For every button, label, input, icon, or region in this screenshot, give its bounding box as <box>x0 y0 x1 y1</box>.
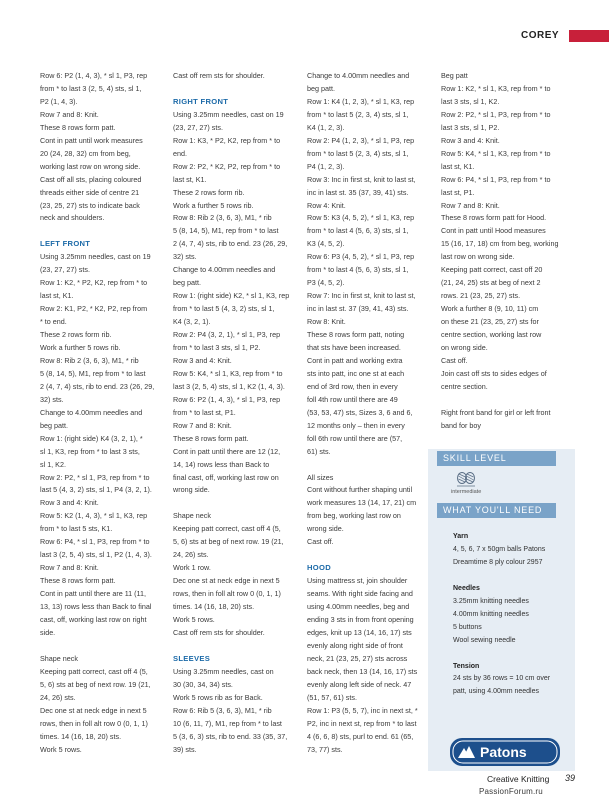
text-line: Using 3.25mm needles, cast on 19 <box>40 252 151 262</box>
text-line: working last row on wrong side. <box>40 161 141 171</box>
text-column-3 <box>307 70 435 756</box>
text-line: P3 (4, 5, 2). <box>307 278 345 288</box>
text-line: Row 2: P2, * sl 1, P3, rep from * to <box>40 472 150 482</box>
text-line: 15 (16, 17, 18) cm from beg, working <box>441 239 559 249</box>
text-line: using 4.00mm needles, beg and <box>307 602 410 612</box>
text-line: beg patt. <box>40 420 68 430</box>
pattern-name-header: COREY <box>521 30 560 41</box>
section-heading: RIGHT FRONT <box>173 96 229 106</box>
text-line: Work 5 rows. <box>40 744 82 754</box>
header-accent-bar <box>569 30 609 42</box>
text-line: back neck, then 13 (14, 16, 17) sts <box>307 666 418 676</box>
text-line: Row 1: K3, * P2, K2, rep from * to <box>173 135 281 145</box>
text-line: P2 (1, 4, 3). <box>40 96 78 106</box>
text-line: rows, then in foll alt row 0 (0, 1, 1) <box>40 718 148 728</box>
text-line: times. 14 (16, 18, 20) sts. <box>40 731 122 741</box>
text-column-4 <box>441 70 573 433</box>
text-line: (23, 27, 27) sts. <box>40 265 90 275</box>
text-line: from * to last st, P1. <box>173 407 236 417</box>
text-line: Change to 4.00mm needles and <box>40 407 143 417</box>
text-line: Dec one st at neck edge in next 5 <box>40 705 147 715</box>
text-line: beg patt. <box>173 278 201 288</box>
text-line: from * to last 3 sts, sl 1, P2. <box>173 343 261 352</box>
text-line: Join cast off sts to sides edges of <box>441 368 547 378</box>
patons-logo <box>450 738 560 766</box>
text-line: end. <box>173 148 187 158</box>
text-line: Row 3 and 4: Knit. <box>173 355 232 365</box>
text-line: 24, 26) sts. <box>40 692 76 702</box>
text-line: Row 8: Rib 2 (3, 6, 3), M1, * rib <box>40 355 139 365</box>
watermark: PassionForum.ru <box>479 787 543 796</box>
text-line: Row 6: P3 (4, 5, 2), * sl 1, P3, rep <box>307 252 415 262</box>
text-column-1 <box>40 70 165 756</box>
text-line: rows, then in foll alt row 0 (0, 1, 1) <box>173 589 281 599</box>
text-line: 73, 77) sts. <box>307 744 343 754</box>
text-line: Row 7 and 8: Knit. <box>441 200 500 210</box>
section-heading: Tension <box>453 662 480 670</box>
text-line: These 8 rows form patt. <box>173 433 249 443</box>
text-line: from * to last 4 (5, 6, 3) sts, sl 1, <box>307 226 409 236</box>
text-line: Cont in patt until Hood measures <box>441 226 546 236</box>
text-line: Dec one st at neck edge in next 5 <box>173 576 280 586</box>
text-line: (53, 53, 47) sts, Sizes 3, 6 and 6, <box>307 407 413 417</box>
text-line: inc in last st. 35 (37, 39, 41) sts. <box>307 187 409 197</box>
text-line: Row 1: K2, * P2, K2, rep from * to <box>40 278 148 288</box>
paragraph-gap <box>173 497 301 510</box>
text-line: foll 4th row until there are 49 <box>307 394 398 404</box>
text-line: from * to last 3 (2, 5, 4) sts, sl 1, <box>40 83 142 93</box>
text-line: Shape neck <box>173 511 211 521</box>
text-line: These 8 rows form patt for Hood. <box>441 213 547 223</box>
text-line: work measures 13 (14, 17, 21) cm <box>307 498 417 508</box>
text-line: 13, 13) rows less than Back to final <box>40 602 152 612</box>
text-line: ending 3 sts in from front opening <box>307 615 414 624</box>
text-line: times. 14 (16, 18, 20) sts. <box>173 602 255 612</box>
text-line: inc in last st. 37 (39, 41, 43) sts. <box>307 304 409 314</box>
text-line: (23, 27, 27) sts. <box>173 122 223 132</box>
text-line: on wrong side. <box>441 343 488 353</box>
page-number: 39 <box>565 773 576 783</box>
text-line: from * to last 4 (5, 6, 3) sts, sl 1, <box>307 265 409 275</box>
text-line: neck and shoulders. <box>40 213 105 223</box>
text-line: Row 7 and 8: Knit. <box>173 420 232 430</box>
text-line: Row 4: Knit. <box>307 200 346 210</box>
text-line: cast, off, working last row on right <box>40 615 147 625</box>
paragraph-gap <box>173 640 301 653</box>
text-line: Work 5 rows rib as for Back. <box>173 692 263 702</box>
text-line: sts into patt, inc one st at each <box>307 368 405 378</box>
paragraph-gap <box>453 648 550 661</box>
text-column-2 <box>173 70 301 756</box>
text-line: * to end. <box>40 317 67 327</box>
text-line: Row 7: Inc in first st, knit to last st, <box>307 291 416 301</box>
skill-level-value: intermediate <box>451 489 482 495</box>
text-line: Row 1: P3 (5, 5, 7), inc in next st, * <box>307 705 418 715</box>
text-line: 5 (3, 6, 3) sts, rib to end. 33 (35, 37, <box>173 731 288 741</box>
text-line: 4 (6, 6, 8) sts, purl to end. 61 (65, <box>307 731 414 741</box>
text-line: K4 (3, 2, 1). <box>173 317 211 327</box>
text-line: last 3 sts, sl 1, K2. <box>441 96 500 106</box>
text-line: Cast off all sts, placing coloured <box>40 174 142 184</box>
text-line: Row 1: (right side) K4 (3, 2, 1), * <box>40 433 143 443</box>
section-heading: Needles <box>453 584 480 592</box>
text-line: Row 3 and 4: Knit. <box>441 135 500 145</box>
text-line: 2 (4, 7, 4) sts, rib to end. 23 (26, 29, <box>173 239 288 249</box>
text-line: side. <box>40 627 56 637</box>
text-line: Change to 4.00mm needles and <box>307 71 410 80</box>
text-line: Row 6: Rib 5 (3, 6, 3), M1, * rib <box>173 705 272 715</box>
text-line: 5, 6) sts at beg of next row. 19 (21, <box>173 537 284 547</box>
text-line: from * to last 5 sts, K1. <box>40 524 113 534</box>
paragraph-gap <box>40 225 165 238</box>
text-line: (51, 57, 61) sts. <box>307 692 357 702</box>
text-line: evenly along right side of front <box>307 640 403 650</box>
text-line: wrong side. <box>307 524 344 534</box>
text-line: These 2 rows form rib. <box>173 187 245 197</box>
text-line: edges, knit up 13 (14, 16, 17) sts <box>307 627 412 637</box>
text-line: beg patt. <box>307 83 335 93</box>
paragraph-gap <box>307 549 435 562</box>
skill-level-heading: SKILL LEVEL <box>437 451 556 466</box>
text-line: 39) sts. <box>173 744 197 754</box>
text-line: Row 5: K3 (4, 5, 2), * sl 1, K3, rep <box>307 213 415 223</box>
text-line: Keeping patt correct, cast off 20 <box>441 265 543 275</box>
text-line: 5, 6) sts at beg of next row. 19 (21, <box>40 679 151 689</box>
text-line: 10 (6, 11, 7), M1, rep from * to last <box>173 718 282 728</box>
text-line: Cont in patt until there are 11 (11, <box>40 589 147 599</box>
text-line: sl 1, K2. <box>40 459 66 469</box>
what-you-need-heading: WHAT YOU'LL NEED <box>437 503 556 518</box>
text-line: Row 5: K4, * sl 1, K3, rep from * to <box>441 148 551 158</box>
text-line: (23, 25, 27) sts to indicate back <box>40 200 140 210</box>
text-line: 4, 5, 6, 7 x 50gm balls Patons <box>453 545 546 553</box>
patons-logo-text: Patons <box>480 744 527 760</box>
text-line: 12 months only – then in every <box>307 420 405 430</box>
text-line: Using mattress st, join shoulder <box>307 576 408 586</box>
text-line: Row 6: P2 (1, 4, 3), * sl 1, P3, rep <box>40 71 148 80</box>
materials-list <box>453 531 550 699</box>
text-line: Row 8: Knit. <box>307 317 346 327</box>
paragraph-gap <box>307 459 435 472</box>
text-line: Wool sewing needle <box>453 636 516 644</box>
text-line: P4 (1, 2, 3). <box>307 161 345 171</box>
text-line: that sts have been increased. <box>307 343 401 353</box>
text-line: Row 2: P4 (1, 2, 3), * sl 1, P3, rep <box>307 135 415 145</box>
text-line: Row 2: K1, P2, * K2, P2, rep from <box>40 304 148 314</box>
text-line: Cont in patt and working extra <box>307 355 403 365</box>
text-line: from beg, working last row on <box>307 511 401 521</box>
text-line: centre section, working last row <box>441 330 542 340</box>
text-line: last 3 (2, 5, 4) sts, sl 1, K2 (1, 4, 3). <box>173 381 285 391</box>
text-line: Cast off rem sts for shoulder. <box>173 71 265 80</box>
text-line: Row 1: K4 (1, 2, 3), * sl 1, K3, rep <box>307 96 415 106</box>
text-line: threads either side of centre 21 <box>40 187 140 197</box>
text-line: These 8 rows form patt, noting <box>307 330 405 340</box>
text-line: Dreamtime 8 ply colour 2957 <box>453 558 543 566</box>
text-line: final cast, off, working last row on <box>173 472 279 482</box>
paragraph-gap <box>441 394 573 407</box>
magazine-title: Creative Knitting <box>487 774 550 784</box>
text-line: Work a further 5 rows rib. <box>173 200 254 210</box>
text-line: Row 2: P2, * sl 1, P3, rep from * to <box>441 109 551 119</box>
text-line: Row 6: P2 (1, 4, 3), * sl 1, P3, rep <box>173 394 281 404</box>
paragraph-gap <box>173 83 301 96</box>
text-line: Keeping patt correct, cast off 4 (5, <box>173 524 281 534</box>
text-line: centre section. <box>441 381 488 391</box>
text-line: 3.25mm knitting needles <box>453 597 529 605</box>
text-line: last 5 (4, 3, 2) sts, sl 1, P4 (3, 2, 1). <box>40 485 152 495</box>
text-line: Work a further 8 (9, 10, 11) cm <box>441 304 539 314</box>
text-line: Row 2: P4 (3, 2, 1), * sl 1, P3, rep <box>173 330 281 340</box>
text-line: seams. With right side facing and <box>307 589 413 599</box>
text-line: Beg patt <box>441 71 468 80</box>
text-line: P2, inc in next st, rep from * to last <box>307 718 417 728</box>
text-line: Work 1 row. <box>173 563 211 573</box>
text-line: 14, 14) rows less than Back to <box>173 459 270 469</box>
text-line: Right front band for girl or left front <box>441 407 551 417</box>
text-line: last st, K1. <box>40 291 74 301</box>
text-line: Work a further 5 rows rib. <box>40 343 121 352</box>
text-line: Row 3: Inc in first st, knit to last st, <box>307 174 416 184</box>
text-line: Using 3.25mm needles, cast on 19 <box>173 109 284 119</box>
text-line: Row 1: K2, * sl 1, K3, rep from * to <box>441 83 551 93</box>
text-line: last 3 sts, sl 1, P2. <box>441 122 500 132</box>
text-line: Row 8: Rib 2 (3, 6, 3), M1, * rib <box>173 213 272 223</box>
text-line: 30 (30, 34, 34) sts. <box>173 679 233 689</box>
text-line: K3 (4, 5, 2). <box>307 239 345 249</box>
text-line: Change to 4.00mm needles and <box>173 265 276 275</box>
text-line: Shape neck <box>40 653 78 663</box>
text-line: end of 3rd row, then in every <box>307 381 398 391</box>
text-line: (21, 24, 25) sts at beg of next 2 <box>441 278 541 288</box>
yarn-ball-icon <box>455 469 477 489</box>
text-line: on these 21 (23, 25, 27) sts for <box>441 317 539 327</box>
text-line: neck, 21 (23, 25, 27) sts across <box>307 653 408 663</box>
section-heading: SLEEVES <box>173 653 211 663</box>
text-line: 5 (8, 14, 5), M1, rep from * to last <box>40 368 146 378</box>
text-line: Using 3.25mm needles, cast on <box>173 666 274 676</box>
text-line: last st, P1. <box>441 187 475 197</box>
text-line: 24, 26) sts. <box>173 550 209 560</box>
text-line: from * to last 5 (2, 3, 4) sts, sl 1, <box>307 109 409 119</box>
text-line: Row 3 and 4: Knit. <box>40 498 99 508</box>
text-line: Row 5: K2 (1, 4, 3), * sl 1, K3, rep <box>40 511 148 521</box>
text-line: K4 (1, 2, 3). <box>307 122 345 132</box>
text-line: These 8 rows form patt. <box>40 576 116 586</box>
text-line: from * to last 5 (4, 3, 2) sts, sl 1, <box>173 304 275 314</box>
text-line: All sizes <box>307 472 334 482</box>
text-line: Cont in patt until there are 12 (12, <box>173 446 281 456</box>
section-heading: HOOD <box>307 563 331 573</box>
section-heading: Yarn <box>453 533 469 540</box>
text-line: 32) sts. <box>40 394 64 404</box>
paragraph-gap <box>40 640 165 653</box>
text-line: 20 (24, 28, 32) cm from beg, <box>40 148 131 158</box>
paragraph-gap <box>453 570 550 583</box>
text-line: Keeping patt correct, cast off 4 (5, <box>40 666 148 676</box>
text-line: Row 6: P4, * sl 1, P3, rep from * to <box>441 174 551 184</box>
text-line: Row 6: P4, * sl 1, P3, rep from * to <box>40 537 150 547</box>
section-heading: LEFT FRONT <box>40 239 91 249</box>
text-line: 5 (8, 14, 5), M1, rep from * to last <box>173 226 279 236</box>
text-line: from * to last 5 (2, 3, 4) sts, sl 1, <box>307 148 409 158</box>
text-line: patt, using 4.00mm needles <box>453 688 539 696</box>
text-line: Cont without further shaping until <box>307 485 413 495</box>
text-line: 32) sts. <box>173 252 197 262</box>
text-line: last st, K1. <box>441 161 475 171</box>
text-line: Cont in patt until work measures <box>40 135 143 145</box>
text-line: These 8 rows form patt. <box>40 122 116 132</box>
text-line: Cast off. <box>307 537 334 547</box>
text-line: Row 5: K4, * sl 1, K3, rep from * to <box>173 368 283 378</box>
text-line: last st, K1. <box>173 174 207 184</box>
text-line: Row 7 and 8: Knit. <box>40 109 99 119</box>
text-line: 2 (4, 7, 4) sts, rib to end. 23 (26, 29, <box>40 381 155 391</box>
text-line: last row on wrong side. <box>441 252 515 262</box>
text-line: Cast off rem sts for shoulder. <box>173 627 265 637</box>
text-line: band for boy <box>441 420 481 430</box>
text-line: 4.00mm knitting needles <box>453 610 529 618</box>
text-line: Row 7 and 8: Knit. <box>40 563 99 573</box>
text-line: wrong side. <box>173 485 210 495</box>
text-line: rows. 21 (23, 25, 27) sts. <box>441 291 521 301</box>
text-line: foll 6th row until there are (57, <box>307 433 403 443</box>
text-line: sl 1, K3, rep from * to last 3 sts, <box>40 446 140 456</box>
text-line: Row 2: P2, * K2, P2, rep from * to <box>173 161 281 171</box>
text-line: Work 5 rows. <box>173 615 215 624</box>
text-line: 5 buttons <box>453 623 482 631</box>
text-line: Row 1: (right side) K2, * sl 1, K3, rep <box>173 291 290 301</box>
text-line: Cast off. <box>441 355 468 365</box>
text-line: 24 sts by 36 rows = 10 cm over <box>453 675 551 683</box>
text-line: evenly along left side of neck. 47 <box>307 679 412 689</box>
text-line: 61) sts. <box>307 446 331 456</box>
text-line: These 2 rows form rib. <box>40 330 112 340</box>
text-line: last 3 (2, 5, 4) sts, sl 1, P2 (1, 4, 3). <box>40 550 152 560</box>
